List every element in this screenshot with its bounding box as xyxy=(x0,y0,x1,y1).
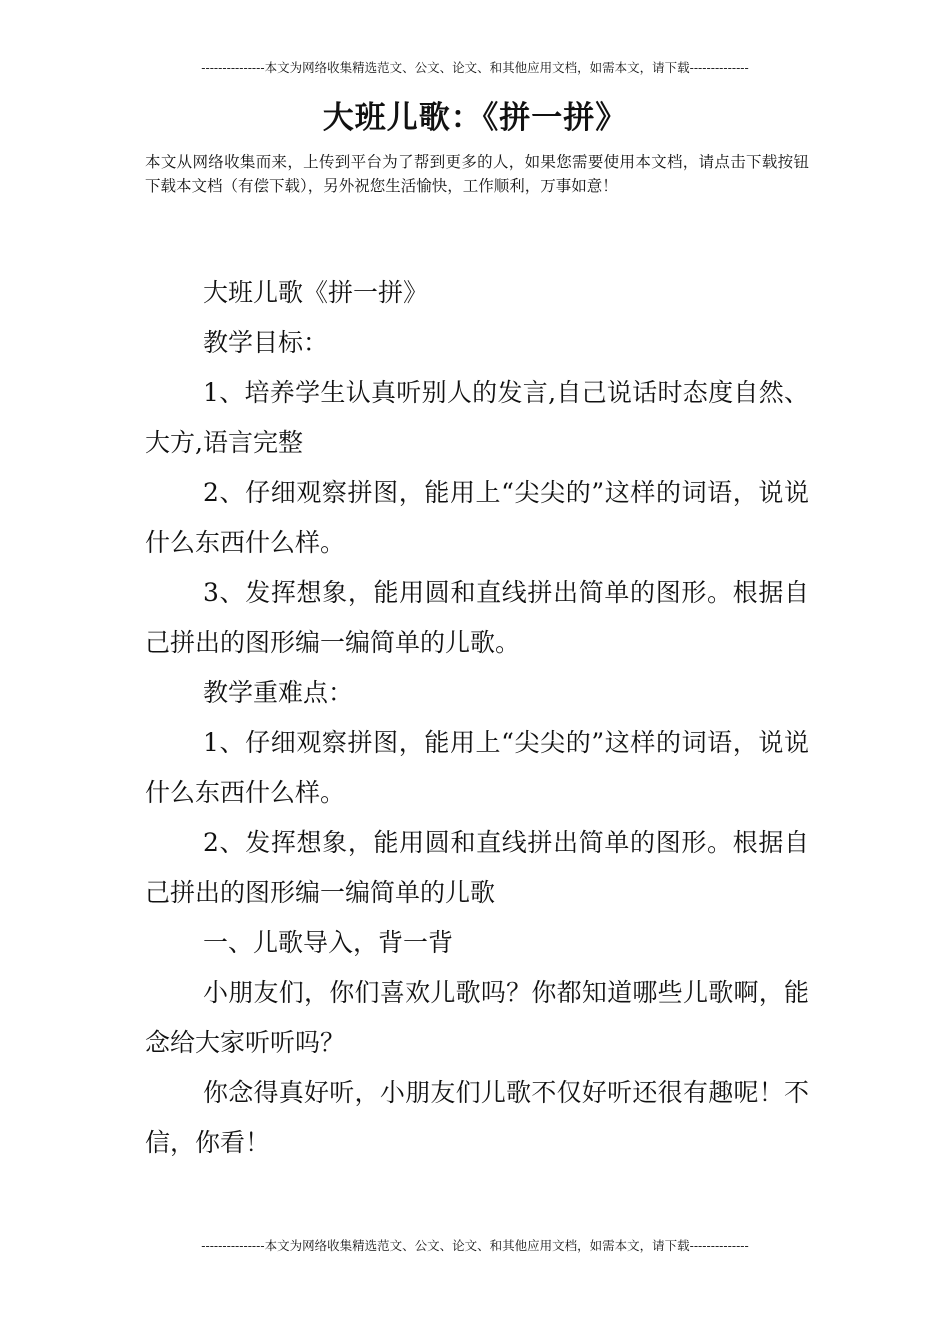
paragraph-objectives-label: 教学目标： xyxy=(203,328,329,357)
paragraph-key-points-label: 教学重难点： xyxy=(203,678,354,707)
paragraph-body: 小朋友们，你们喜欢儿歌吗？你都知道哪些儿歌啊，能念给大家听听吗？ xyxy=(145,978,809,1057)
paragraph-heading: 大班儿歌《拼一拼》 xyxy=(203,278,429,307)
paragraph-body: 你念得真好听，小朋友们儿歌不仅好听还很有趣呢！不信，你看！ xyxy=(145,1078,809,1157)
paragraph-key-point-1: 1、仔细观察拼图，能用上“尖尖的”这样的词语，说说什么东西什么样。 xyxy=(145,728,809,807)
paragraph-objective-2: 2、仔细观察拼图，能用上“尖尖的”这样的词语，说说什么东西什么样。 xyxy=(145,478,809,557)
paragraph-section-1-heading: 一、儿歌导入，背一背 xyxy=(203,928,454,957)
document-body xyxy=(145,268,809,1168)
paragraph-objective-3: 3、发挥想象，能用圆和直线拼出简单的图形。根据自己拼出的图形编一编简单的儿歌。 xyxy=(145,578,809,657)
intro-note: 本文从网络收集而来，上传到平台为了帮到更多的人，如果您需要使用本文档，请点击下载按钮下载本文档（有偿下载），另外祝您生活愉快，工作顺利，万事如意！ xyxy=(145,153,809,195)
page-header: ---------------本文为网络收集精选范文、公文、论文、和其他应用文档，如需本文，请下载-------------- xyxy=(201,60,749,75)
document-title: 大班儿歌：《拼一拼》 xyxy=(322,100,628,136)
paragraph-objective-1: 1、培养学生认真听别人的发言,自己说话时态度自然、大方,语言完整 xyxy=(145,378,809,457)
paragraph-key-point-2: 2、发挥想象，能用圆和直线拼出简单的图形。根据自己拼出的图形编一编简单的儿歌 xyxy=(145,828,809,907)
page-footer: ---------------本文为网络收集精选范文、公文、论文、和其他应用文档，如需本文，请下载-------------- xyxy=(201,1238,749,1253)
